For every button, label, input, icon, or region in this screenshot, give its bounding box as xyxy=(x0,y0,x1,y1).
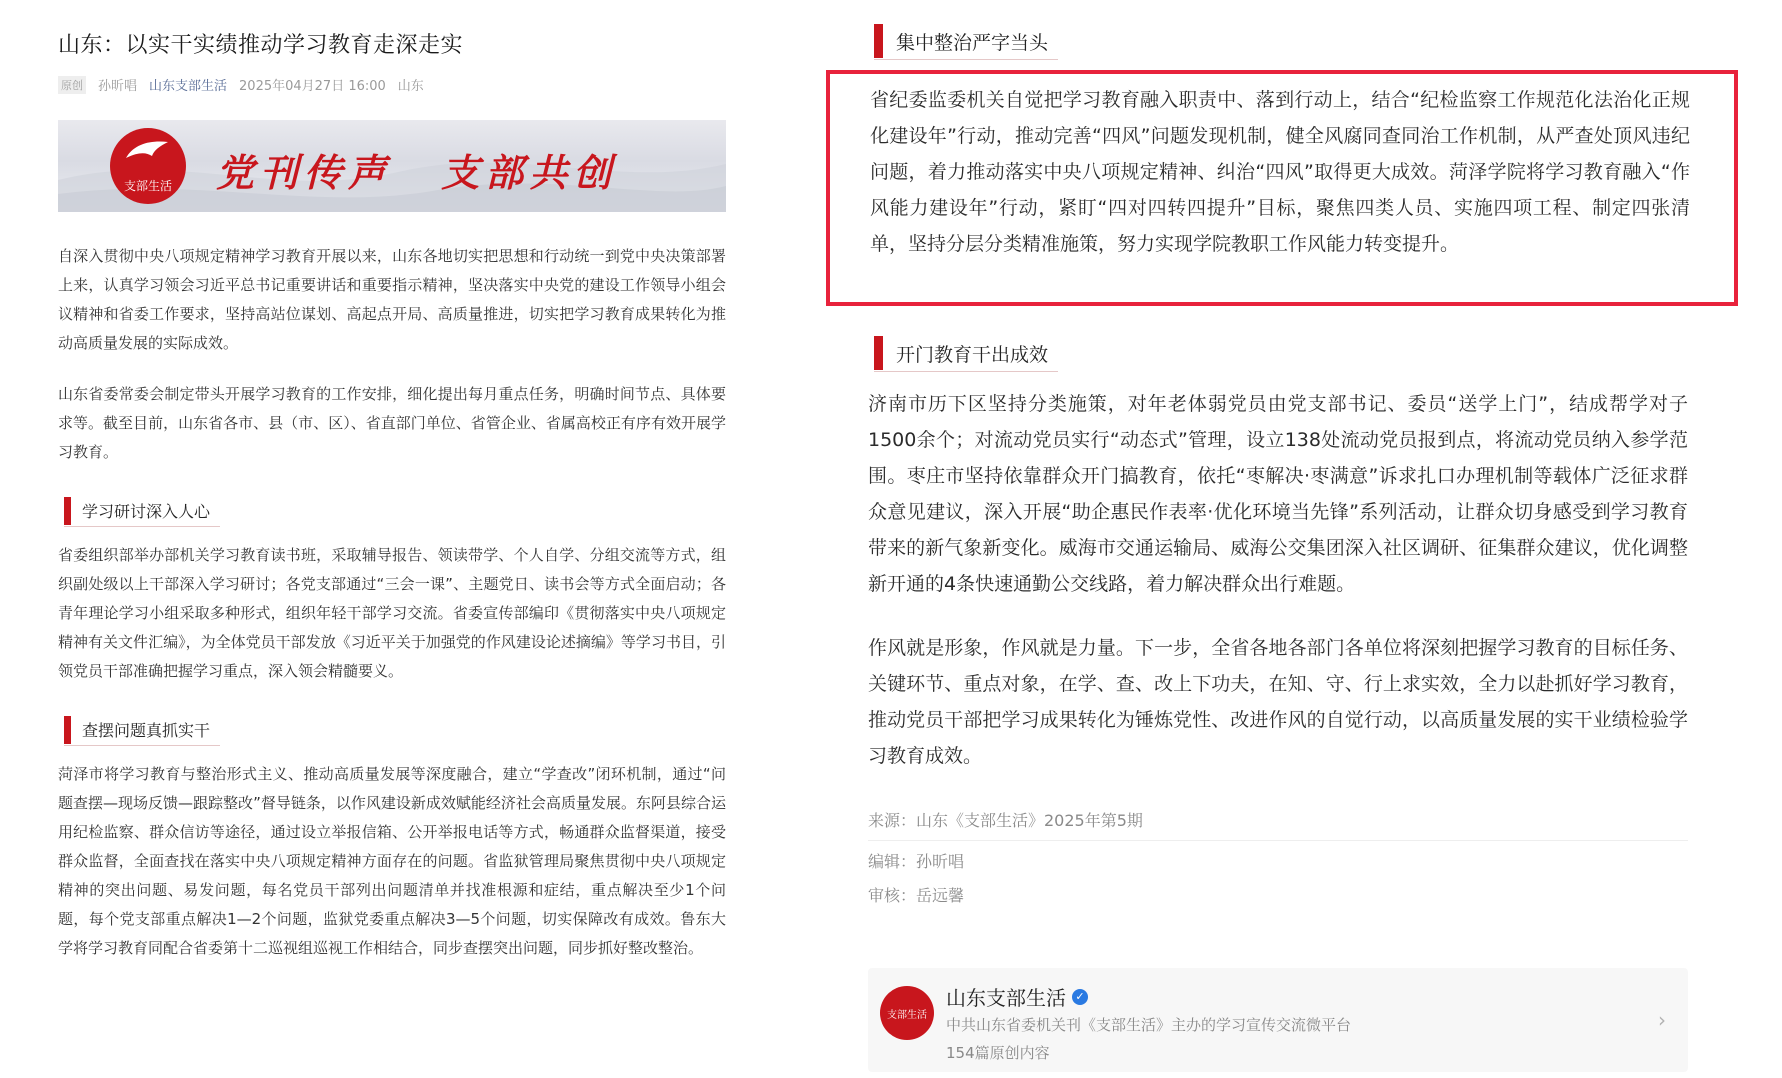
right-column xyxy=(868,20,1688,74)
banner-logo xyxy=(110,128,186,204)
banner-logo-text: 支部生活 xyxy=(123,179,172,193)
paragraph-conclusion: 作风就是形象，作风就是力量。下一步，全省各地各部门各单位将深刻把握学习教育的目标任务、关键环节、重点对象，在学、查、改上下功夫，在知、守、行上求实效，全力以赴抓好学习教育，推动党员干部把学习成果转化为锤炼党性、改进作风的自觉行动，以高质量发展的实干业绩检验学习教育成效。 xyxy=(868,637,1688,767)
source-line: 来源：山东《支部生活》2025年第5期 xyxy=(868,811,1143,830)
chevron-right-icon[interactable]: › xyxy=(1658,1008,1666,1032)
footer-divider xyxy=(868,840,1688,841)
paragraph-provincial: 山东省委常委会制定带头开展学习教育的工作安排，细化提出每月重点任务，明确时间节点、具体要求等。截至目前，山东省各市、县（市、区）、省直部门单位、省管企业、省属高校正有序有效开展学习教育。 xyxy=(58,385,726,461)
original-tag: 原创 xyxy=(58,76,86,94)
paragraph-problems: 菏泽市将学习教育与整治形式主义、推动高质量发展等深度融合，建立“学查改”闭环机制，通过“问题查摆—现场反馈—跟踪整改”督导链条，以作风建设新成效赋能经济社会高质量发展。东阿县综合运用纪检监察、群众信访等途径，通过设立举报信箱、公开举报电话等方式，畅通群众监督渠道，接受群众监督，全面查找在落实中央八项规定精神方面存在的问题。省监狱管理局聚焦贯彻中央八项规定精神的突出问题、易发问题，每名党员干部列出问题清单并找准根源和症结，重点解决至少1个问题，每个党支部重点解决1—2个问题，监狱党委重点解决3—5个问题，切实保障改有成效。鲁东大学将学习教育同配合省委第十二巡视组巡视工作相结合，同步查摆突出问题，同步抓好整改整治。 xyxy=(58,765,726,957)
highlight-box xyxy=(826,70,1738,306)
publish-datetime: 2025年04月27日 16:00 xyxy=(239,79,386,94)
left-column xyxy=(58,20,726,985)
account-name: 山东支部生活 xyxy=(946,986,1066,1010)
paragraph-intro: 自深入贯彻中央八项规定精神学习教育开展以来，山东各地切实把思想和行动统一到党中央决策部署上来，认真学习领会习近平总书记重要讲话和重要指示精神，坚决落实中央党的建设工作领导小组会议精神和省委工作要求，坚持高站位谋划、高起点开局、高质量推进，切实把学习教育成果转化为推动高质量发展的实际成效。 xyxy=(58,247,726,352)
footer-meta xyxy=(868,804,1688,913)
right-column-lower xyxy=(868,332,1688,913)
section-heading-problems: 查摆问题真抓实干 xyxy=(64,718,220,746)
original-count: 154篇原创内容 xyxy=(946,1044,1050,1062)
paragraph-study: 省委组织部举办部机关学习教育读书班，采取辅导报告、领读带学、个人自学、分组交流等方式，组织副处级以上干部深入学习研讨；各党支部通过“三会一课”、主题党日、读书会等方式全面启动；各青年理论学习小组采取多种形式，组织年轻干部学习交流。省委宣传部编印《贯彻落实中央八项规定精神有关文件汇编》，为全体党员干部发放《习近平关于加强党的作风建设论述摘编》等学习书目，引领党员干部准确把握学习重点，深入领会精髓要义。 xyxy=(58,546,726,680)
section-heading-study: 学习研讨深入人心 xyxy=(64,499,220,527)
reviewer-line: 审核：岳远馨 xyxy=(868,886,965,905)
section-heading-rectification: 集中整治严字当头 xyxy=(874,28,1058,60)
article-title: 山东：以实干实绩推动学习教育走深走实 xyxy=(58,33,464,58)
paragraph-open-door: 济南市历下区坚持分类施策，对年老体弱党员由党支部书记、委员“送学上门”，结成帮学对子1500余个；对流动党员实行“动态式”管理，设立138处流动党员报到点，将流动党员纳入参学范围。枣庄市坚持依靠群众开门搞教育，依托“枣解决·枣满意”诉求扎口办理机制等载体广泛征求群众意见建议，深入开展“助企惠民作表率·优化环境当先锋”系列活动，让群众切身感受到学习教育带来的新气象新变化。威海市交通运输局、威海公交集团深入社区调研、征集群众建议，优化调整新开通的4条快速通勤公交线路，着力解决群众出行难题。 xyxy=(868,393,1688,595)
account-profile-card[interactable] xyxy=(868,968,1688,1072)
account-avatar: 支部生活 xyxy=(880,986,934,1040)
account-name-row xyxy=(946,982,1088,1011)
section-heading-open-door: 开门教育干出成效 xyxy=(874,340,1058,372)
article-meta xyxy=(58,75,726,94)
paragraph-rectification: 省纪委监委机关自觉把学习教育融入职责中、落到行动上，结合“纪检监察工作规范化法治化正规化建设年”行动，推动完善“四风”问题发现机制，健全风腐同查同治工作机制，从严查处顶风违纪问题，着力推动落实中央八项规定精神、纠治“四风”取得更大成效。菏泽学院将学习教育融入“作风能力建设年”行动，紧盯“四对四转四提升”目标，聚焦四类人员、实施四项工程、制定四张清单，坚持分层分类精准施策，努力实现学院教职工作风能力转变提升。 xyxy=(870,89,1690,255)
account-link[interactable]: 山东支部生活 xyxy=(149,79,228,94)
bird-logo-icon xyxy=(124,138,172,170)
editor-line: 编辑：孙昕唱 xyxy=(868,852,965,871)
header-banner xyxy=(58,120,726,212)
banner-slogan: 党刊传声 支部共创 xyxy=(216,151,618,195)
account-description: 中共山东省委机关刊《支部生活》主办的学习宣传交流微平台 xyxy=(946,1016,1352,1034)
author: 孙昕唱 xyxy=(98,79,138,94)
verified-badge-icon: ✓ xyxy=(1072,989,1088,1005)
location: 山东 xyxy=(397,79,424,94)
